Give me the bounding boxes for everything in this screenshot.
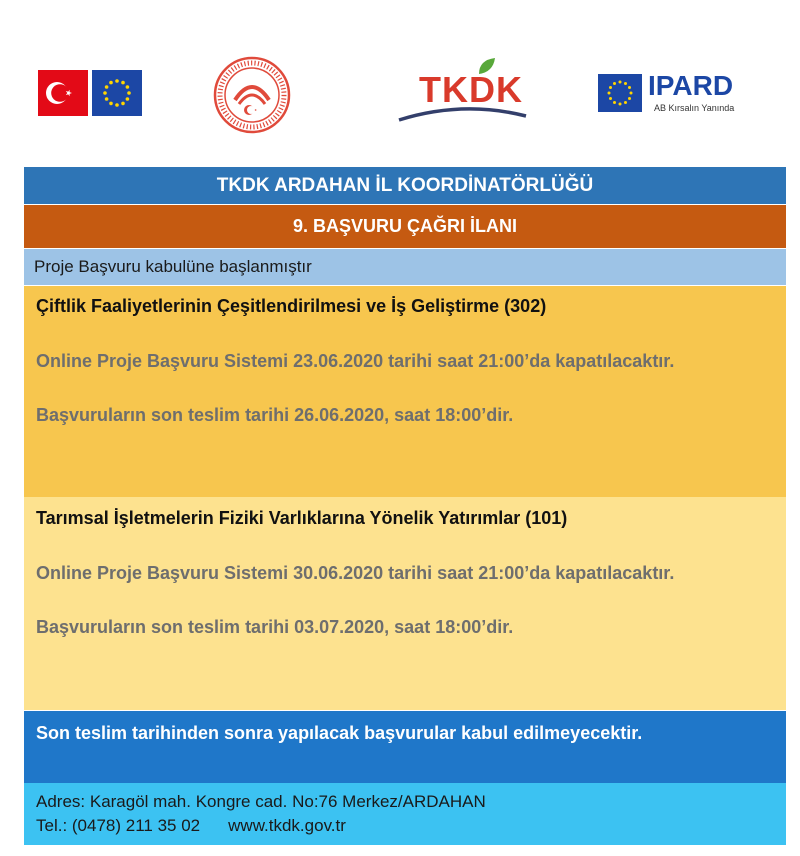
- deadline-text: Başvuruların son teslim tarihi 03.07.2020, saat 18:00’dir.: [36, 617, 514, 637]
- office-title: TKDK ARDAHAN İL KOORDİNATÖRLÜĞÜ: [24, 167, 786, 204]
- program-101-section: [24, 497, 786, 710]
- eu-flag-icon: [598, 74, 642, 112]
- phone-text: Tel.: (0478) 211 35 02: [36, 816, 201, 835]
- status-text: Proje Başvuru kabulüne başlanmıştır: [24, 249, 786, 285]
- tkdk-swoosh-icon: [395, 102, 530, 124]
- contact-info: [24, 783, 786, 845]
- tkdk-logo: [395, 56, 530, 126]
- logo-row: [0, 0, 800, 170]
- program-302-section: [24, 286, 786, 497]
- address-text: Adres: Karagöl mah. Kongre cad. No:76 Merkez/ARDAHAN: [36, 792, 486, 811]
- turkey-eu-flags-icon: [38, 70, 142, 116]
- online-closing-text: Online Proje Başvuru Sistemi 30.06.2020 tarihi saat 21:00’da kapatılacaktır.: [36, 563, 675, 583]
- ipard-logo: [598, 70, 758, 116]
- online-closing-text: Online Proje Başvuru Sistemi 23.06.2020 tarihi saat 21:00’da kapatılacaktır.: [36, 351, 675, 371]
- late-submission-warning: Son teslim tarihinden sonra yapılacak başvurular kabul edilmeyecektir.: [24, 711, 786, 783]
- deadline-text: Başvuruların son teslim tarihi 26.06.2020, saat 18:00’dir.: [36, 405, 514, 425]
- call-title: 9. BAŞVURU ÇAĞRI İLANI: [24, 205, 786, 248]
- program-title: Çiftlik Faaliyetlerinin Çeşitlendirilmesi ve İş Geliştirme (302): [36, 296, 547, 316]
- ipard-logo-text: IPARD: [648, 70, 734, 101]
- eu-flag-icon: [92, 70, 142, 116]
- tkdk-logo-text: TKDK: [419, 69, 523, 110]
- ministry-seal-icon: [213, 56, 291, 134]
- website-link[interactable]: www.tkdk.gov.tr: [228, 816, 346, 835]
- program-title: Tarımsal İşletmelerin Fiziki Varlıklarına Yönelik Yatırımlar (101): [36, 508, 568, 528]
- contact-line: [36, 814, 774, 838]
- ipard-tagline: AB Kırsalın Yanında: [654, 103, 735, 113]
- turkey-flag-icon: [38, 70, 88, 116]
